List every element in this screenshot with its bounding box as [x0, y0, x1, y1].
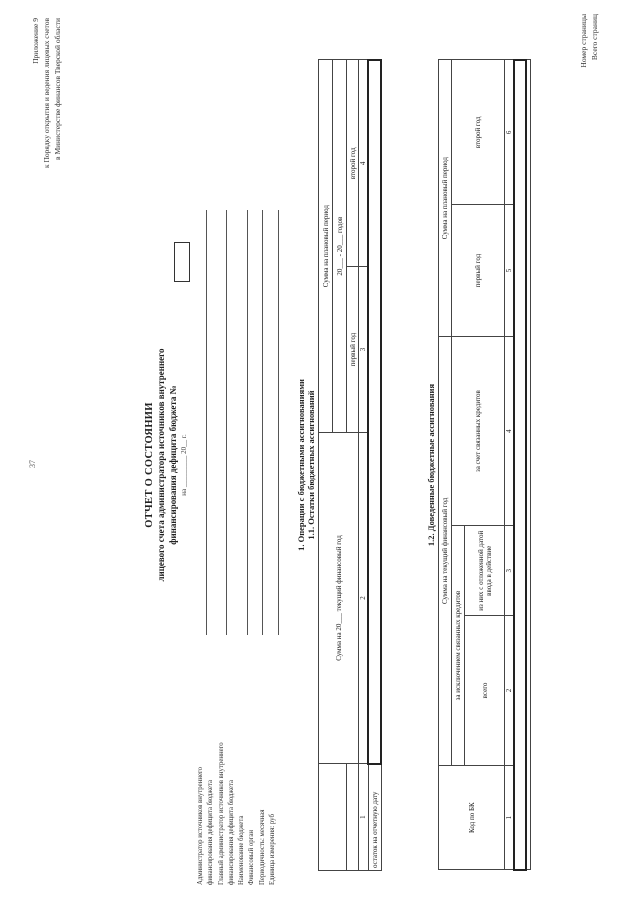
title-line: лицевого счета администратора источников внутреннего [156, 348, 166, 582]
page-footer [578, 14, 600, 68]
column-number: 4 [505, 336, 515, 526]
title-line: ОТЧЕТ О СОСТОЯНИИ [144, 402, 155, 528]
fill-line [278, 210, 279, 635]
column-number: 3 [505, 526, 515, 616]
column-number: 5 [505, 205, 515, 337]
appendix-line: к Порядку открытия и ведения лицевых счетов [42, 18, 51, 169]
value-input-cell[interactable] [368, 60, 381, 764]
table-header-cell [319, 764, 347, 871]
value-input-cell[interactable] [514, 60, 526, 870]
appendix-line: в Министерстве финансов Тверской области [53, 18, 62, 160]
fill-line [226, 210, 227, 635]
column-number: 2 [505, 616, 515, 766]
table-header-cell: Сумма на 20___ текущий финансовый год [319, 432, 359, 763]
report-date: на _________ 20__ г. [180, 434, 188, 496]
table-header-cell: 20___ - 20___ годов [333, 60, 347, 432]
section-subtitle: 1.2. Доведенные бюджетные ассигнования [426, 383, 436, 547]
table-header-cell [347, 764, 359, 871]
appendix-note [30, 18, 63, 168]
header-label: Финансовый орган [248, 829, 256, 885]
column-number: 4 [359, 60, 369, 267]
table-header-cell: Сумма на плановый период [319, 60, 333, 432]
table-header-cell: из них с отложенной датой ввода в действие [465, 526, 505, 616]
column-number: 1 [505, 765, 515, 870]
column-number: 6 [505, 60, 515, 205]
fill-line [247, 210, 248, 635]
fill-line [206, 210, 207, 635]
account-number-box [174, 242, 190, 282]
fill-line [262, 210, 263, 635]
balances-table [318, 59, 382, 871]
header-label: финансирования дефицита бюджета [207, 779, 215, 885]
table-header-cell: всего [465, 616, 505, 766]
table-header-cell: Сумма на текущий финансовый год [439, 336, 452, 765]
section-title: 1. Операции с бюджетными ассигнованиями [296, 379, 306, 551]
header-label: финансирования дефицита бюджета [227, 779, 235, 885]
footer-total-pages-label: Всего страниц [590, 14, 599, 61]
title-line: финансирования дефицита бюджета № [168, 385, 178, 545]
column-number: 2 [359, 432, 369, 763]
footer-page-number-label: Номер страницы [579, 14, 588, 68]
page-number: 37 [28, 460, 37, 468]
table-header-cell: за счет связанных кредитов [452, 336, 505, 526]
header-label: Администратор источников внутреннего [197, 766, 204, 885]
table-header-cell: второй год [452, 60, 505, 205]
table-header-cell: первый год [452, 205, 505, 337]
section-subtitle: 1.1. Остатки бюджетных ассигнований [306, 390, 316, 540]
column-number: 1 [359, 764, 369, 871]
row-label: остаток на отчетную дату [368, 764, 381, 871]
header-label: Наименование бюджета [238, 815, 246, 885]
table-header-cell: Код по БК [439, 765, 505, 870]
header-labels [196, 742, 278, 885]
table-spacer-cell [526, 60, 530, 870]
table-header-cell: Сумма на плановый период [439, 60, 452, 336]
header-label: Главный администратор источников внутреннего [217, 742, 225, 885]
table-header-cell: первый год [347, 267, 359, 433]
table-header-cell: за исключением связанных кредитов [452, 526, 465, 765]
table-header-cell: второй год [347, 60, 359, 267]
appendix-line: Приложение 9 [31, 18, 40, 64]
header-label: Периодичность: месячная [258, 809, 266, 885]
allocations-table [438, 59, 531, 871]
header-label: Единица измерения: руб [269, 814, 277, 885]
column-number: 3 [359, 267, 369, 433]
